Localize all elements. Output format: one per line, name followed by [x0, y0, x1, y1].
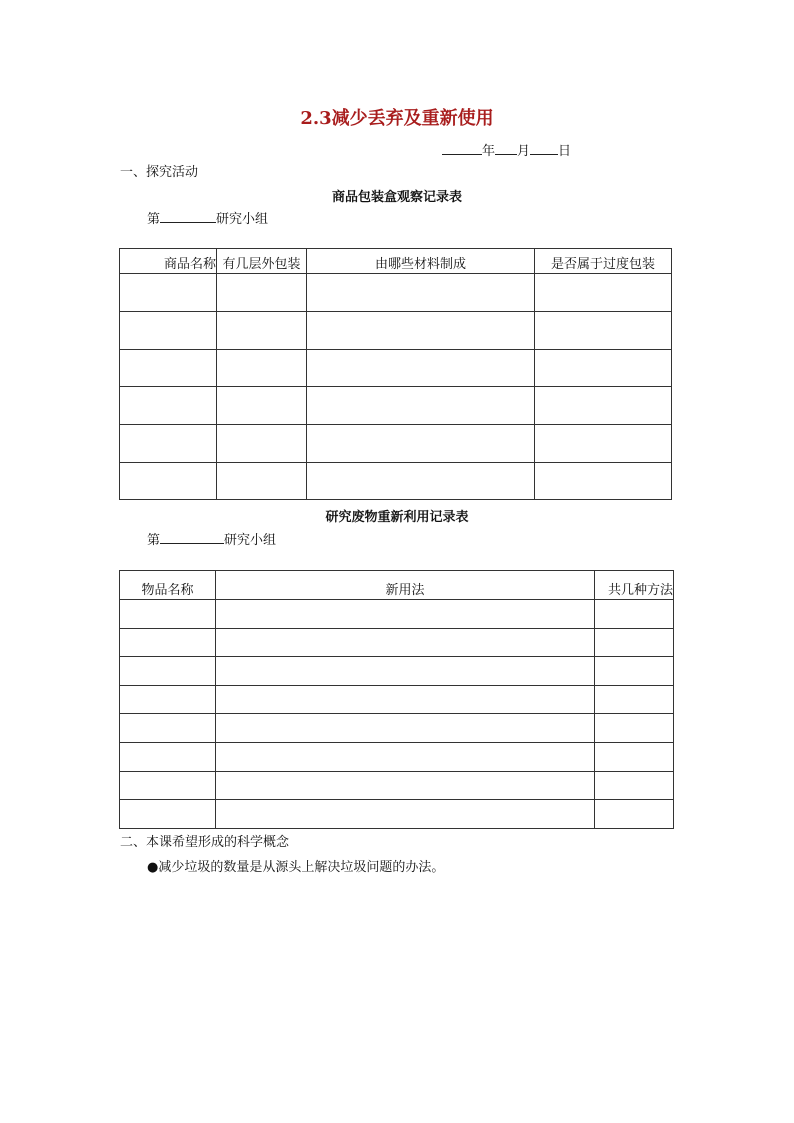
- year-label: 年: [482, 144, 496, 159]
- table-cell[interactable]: [307, 387, 535, 425]
- day-label: 日: [558, 144, 572, 159]
- header-new-use: 新用法: [216, 571, 595, 600]
- table-cell[interactable]: [120, 772, 216, 800]
- table-cell[interactable]: [307, 274, 535, 312]
- table2-group-blank[interactable]: [160, 531, 224, 544]
- table2-group-line: [147, 529, 276, 548]
- table-row: [120, 686, 674, 714]
- table-row: [120, 600, 674, 629]
- table-cell[interactable]: [120, 714, 216, 743]
- table-row: [120, 629, 674, 657]
- table-cell[interactable]: [120, 274, 217, 312]
- table-cell[interactable]: [120, 600, 216, 629]
- header-over-packaging: 是否属于过度包装: [535, 249, 672, 274]
- table-row: [120, 274, 672, 312]
- table-row: [120, 425, 672, 463]
- table-cell[interactable]: [120, 686, 216, 714]
- header-method-count: 共几种方法: [595, 571, 674, 600]
- header-product-name: 商品名称: [120, 249, 217, 274]
- table-cell[interactable]: [535, 463, 672, 500]
- waste-reuse-table: [119, 570, 674, 829]
- table-cell[interactable]: [595, 629, 674, 657]
- table-cell[interactable]: [595, 743, 674, 772]
- month-blank[interactable]: [495, 142, 517, 155]
- table-cell[interactable]: [120, 629, 216, 657]
- header-item-name: 物品名称: [120, 571, 216, 600]
- table-cell[interactable]: [217, 463, 307, 500]
- table-cell[interactable]: [216, 772, 595, 800]
- table-row: [120, 350, 672, 387]
- table2-title: 研究废物重新利用记录表: [325, 510, 469, 525]
- table-cell[interactable]: [216, 743, 595, 772]
- table-cell[interactable]: [216, 800, 595, 829]
- month-label: 月: [517, 144, 531, 159]
- table-cell[interactable]: [595, 714, 674, 743]
- table-cell[interactable]: [216, 714, 595, 743]
- section1-heading: 一、探究活动: [120, 165, 199, 180]
- table-cell[interactable]: [307, 463, 535, 500]
- table1-title: 商品包装盒观察记录表: [331, 190, 462, 205]
- year-blank[interactable]: [442, 142, 482, 155]
- table-header-row: [120, 249, 672, 274]
- table-cell[interactable]: [120, 350, 217, 387]
- table-cell[interactable]: [216, 629, 595, 657]
- table-cell[interactable]: [595, 772, 674, 800]
- table-cell[interactable]: [535, 350, 672, 387]
- table-cell[interactable]: [216, 657, 595, 686]
- concept-bullet: ●减少垃圾的数量是从源头上解决垃圾问题的办法。: [147, 860, 445, 875]
- table-cell[interactable]: [595, 686, 674, 714]
- section2-heading: 二、本课希望形成的科学概念: [120, 835, 290, 850]
- table-cell[interactable]: [217, 425, 307, 463]
- date-line: [442, 140, 571, 159]
- table-cell[interactable]: [595, 800, 674, 829]
- packaging-observation-table: [119, 248, 672, 500]
- table-cell[interactable]: [120, 312, 217, 350]
- table-row: [120, 387, 672, 425]
- table-cell[interactable]: [307, 425, 535, 463]
- table-header-row: [120, 571, 674, 600]
- table-cell[interactable]: [535, 425, 672, 463]
- table-row: [120, 743, 674, 772]
- table-cell[interactable]: [535, 274, 672, 312]
- table-cell[interactable]: [120, 425, 217, 463]
- table-row: [120, 800, 674, 829]
- table-cell[interactable]: [535, 312, 672, 350]
- table1-group-line: [147, 208, 268, 227]
- table-cell[interactable]: [217, 274, 307, 312]
- group-prefix: 第: [147, 533, 161, 548]
- group-prefix: 第: [147, 212, 161, 227]
- group-suffix: 研究小组: [224, 533, 277, 548]
- header-materials: 由哪些材料制成: [307, 249, 535, 274]
- table1-group-blank[interactable]: [160, 210, 216, 223]
- page-title: 2.3减少丢弃及重新使用: [300, 108, 494, 129]
- table-row: [120, 463, 672, 500]
- table-row: [120, 312, 672, 350]
- table-cell[interactable]: [217, 312, 307, 350]
- table-row: [120, 657, 674, 686]
- table-cell[interactable]: [535, 387, 672, 425]
- day-blank[interactable]: [530, 142, 558, 155]
- table-row: [120, 714, 674, 743]
- table-cell[interactable]: [307, 312, 535, 350]
- table-cell[interactable]: [595, 657, 674, 686]
- table-row: [120, 772, 674, 800]
- table-cell[interactable]: [307, 350, 535, 387]
- table-cell[interactable]: [595, 600, 674, 629]
- table-cell[interactable]: [217, 387, 307, 425]
- table-cell[interactable]: [120, 743, 216, 772]
- table-cell[interactable]: [120, 463, 217, 500]
- table-cell[interactable]: [217, 350, 307, 387]
- table-cell[interactable]: [216, 686, 595, 714]
- table-cell[interactable]: [216, 600, 595, 629]
- group-suffix: 研究小组: [216, 212, 269, 227]
- table-cell[interactable]: [120, 657, 216, 686]
- table-cell[interactable]: [120, 800, 216, 829]
- header-packaging-layers: 有几层外包装: [217, 249, 307, 274]
- table-cell[interactable]: [120, 387, 217, 425]
